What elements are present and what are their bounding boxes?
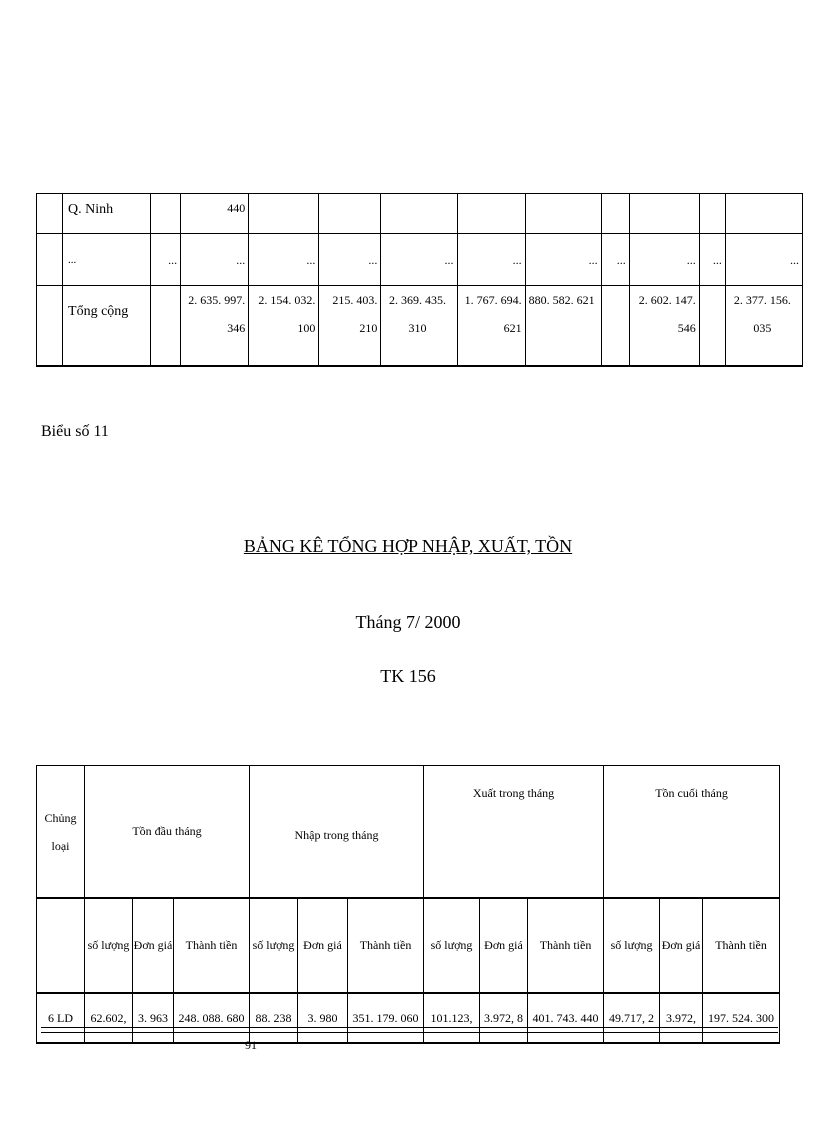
- table-row: ... ... ... ... ... ... ... ... ... ... ... ...: [37, 234, 803, 286]
- account-subtitle: TK 156: [380, 666, 436, 686]
- header-row: [37, 766, 780, 899]
- row-name: 6 LD: [37, 993, 85, 1043]
- col-header-type: Chủng loại: [37, 766, 85, 899]
- page-number: 91: [245, 1038, 257, 1052]
- table-row: 6 LD 62.602, 3. 963 248. 088. 680 88. 238 3. 980 351. 179. 060 101.123, 3.972, 8 401. 743. 440 49.717, 2 3.972, 197. 524. 300: [37, 993, 780, 1043]
- summary-table: [36, 765, 780, 1044]
- period-subtitle: Tháng 7/ 2000: [355, 612, 461, 632]
- total-label: Tổng cộng: [63, 286, 151, 366]
- group-header: Nhập trong tháng: [250, 766, 424, 899]
- divider: [41, 1027, 778, 1033]
- top-table: [36, 193, 803, 367]
- subheader-row: số lượng Đơn giá Thành tiền số lượng Đơn giá Thành tiền số lượng Đơn giá Thành tiền số lượng Đơn giá Thành tiền: [37, 898, 780, 993]
- group-header: Tồn đầu tháng: [85, 766, 250, 899]
- row-name: Q. Ninh: [63, 194, 151, 234]
- figure-label: Biểu số 11: [41, 423, 109, 440]
- group-header: Xuất trong tháng: [424, 766, 604, 899]
- table-row: Q. Ninh 440: [37, 194, 803, 234]
- page-title: BẢNG KÊ TỔNG HỢP NHẬP, XUẤT, TỒN: [243, 536, 573, 556]
- group-header: Tồn cuối tháng: [604, 766, 780, 899]
- table-row: Tổng cộng 2. 635. 997. 346 2. 154. 032. 100 215. 403. 210 2. 369. 435. 310 1. 767. 694. 621 880. 582. 621 2. 602. 147. 546 2. 377. 156. 035: [37, 286, 803, 366]
